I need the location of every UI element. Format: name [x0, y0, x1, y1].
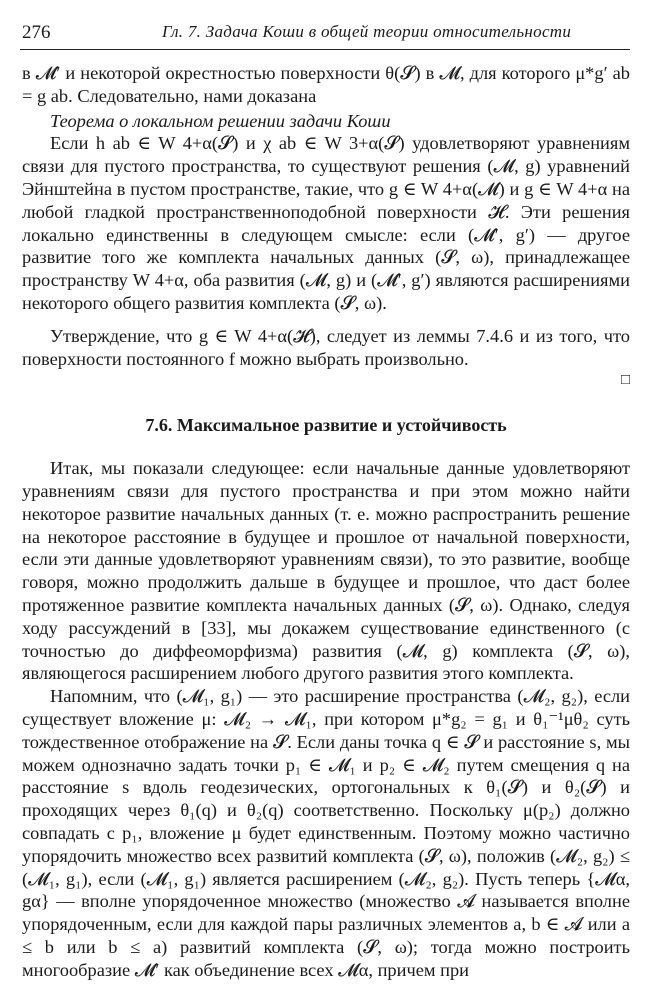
page-header: [20, 22, 632, 50]
page-number: 276: [22, 22, 51, 43]
header-rule: [20, 49, 630, 50]
page-body: [22, 62, 630, 981]
proof-remark: Утверждение, что g ∈ W 4+α(𝓗), следует из леммы 7.4.6 и из того, что поверхности постоянного f можно выбрать произвольно.: [22, 325, 630, 369]
paragraph-summary: Итак, мы показали следующее: если начальные данные удовлетворяют уравнениям связи для пустого пространства и при этом можно найти некоторое развитие начальных данных (т. е. можно распространить решение на некоторое расстояние в будущее и прошлое от начальной поверхности, если эти данные удовлетворяют уравнениям связи), то это развитие, вообще говоря, можно продолжить дальше в будущее и прошлое, что даст более протяженное развитие комплекта начальных данных (𝓢, ω). Однако, следуя ходу рассуждений в [33], мы докажем существование единственного (с точностью до диффеоморфизма) развития (𝓜, g) комплекта (𝓢, ω), являющегося расширением любого другого развития этого комплекта.: [22, 458, 630, 684]
section-heading: 7.6. Максимальное развитие и устойчивость: [145, 415, 507, 436]
theorem-title: Теорема о локальном решении задачи Коши: [50, 110, 391, 131]
theorem-statement: Если h ab ∈ W 4+α(𝓢) и χ ab ∈ W 3+α(𝓢) удовлетворяют уравнениям связи для пустого пространства, то существуют решения (𝓜, g) уравнений Эйнштейна в пустом пространстве, такие, что g ∈ W 4+α(𝓜) и g ∈ W 4+α на любой гладкой пространственноподобной поверхности 𝓗. Эти решения локально единственны в следующем смысле: если (𝓜′, g′) — другое развитие того же комплекта начальных данных (𝓢, ω), принадлежащее пространству W 4+α, оба развития (𝓜, g) и (𝓜′, g′) являются расширениями некоторого общего развития комплекта (𝓢, ω).: [22, 133, 630, 313]
qed-symbol: □: [620, 372, 630, 389]
paragraph-extension: Напомним, что (𝓜₁, g₁) — это расширение пространства (𝓜₂, g₂), если существует вложение μ: 𝓜₂ → 𝓜₁, при котором μ*g₂ = g₁ и θ₁⁻¹μθ₂ суть тождественное отображение на 𝓢. Если даны точка q ∈ 𝓢 и расстояние s, мы можем однозначно задать точки p₁ ∈ 𝓜₁ и p₂ ∈ 𝓜₂ путем смещения q на расстояние s вдоль геодезических, ортогональных к θ₁(𝓢) и θ₂(𝓢) и проходящих через θ₁(q) и θ₂(q) соответственно. Поскольку μ(p₂) должно совпадать с p₁, вложение μ будет единственным. Поэтому можно частично упорядочить множество всех развитий комплекта (𝓢, ω), положив (𝓜₂, g₂) ≤ (𝓜₁, g₁), если (𝓜₁, g₁) является расширением (𝓜₂, g₂). Пусть теперь {𝓜α, gα} — вполне упорядоченное множество (множество 𝓐 называется вполне упорядоченным, если для каждой пары различных элементов a, b ∈ 𝓐 или a ≤ b или b ≤ a) развитий комплекта (𝓢, ω); тогда можно построить многообразие 𝓜′ как объединение всех 𝓜α, причем при: [22, 686, 630, 980]
running-title: Гл. 7. Задача Коши в общей теории относительности: [162, 22, 572, 41]
paragraph-continuation: в 𝓜′ и некоторой окрестностью поверхности θ(𝓢) в 𝓜, для которого μ*g′ ab = g ab. Следовательно, нами доказана: [22, 63, 630, 106]
